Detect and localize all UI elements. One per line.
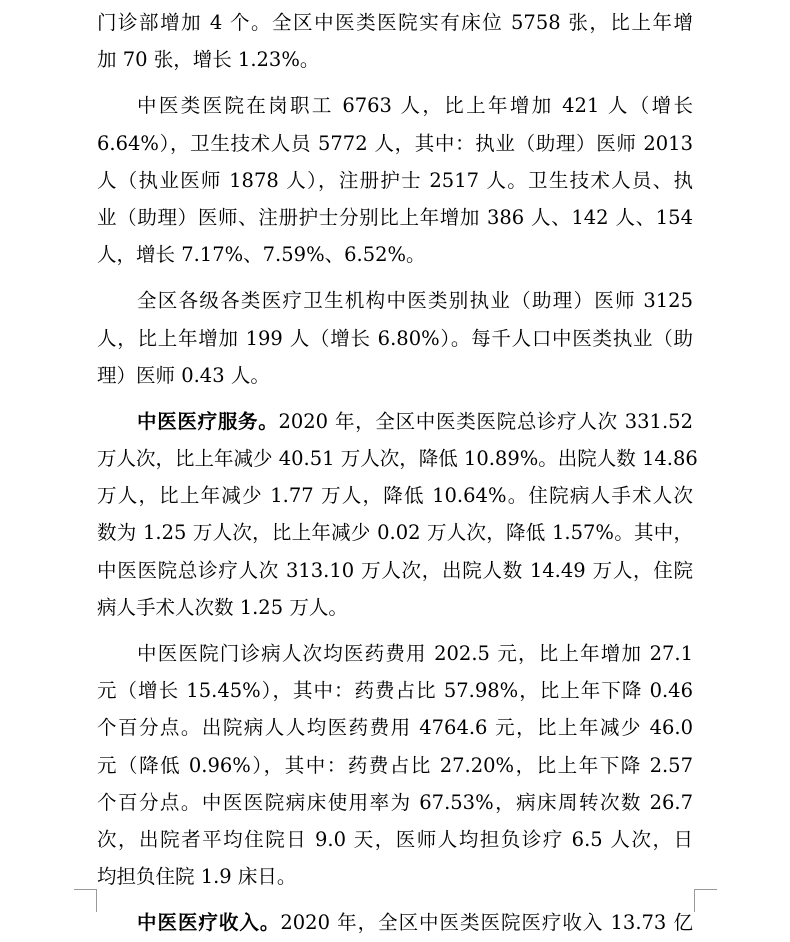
paragraph xyxy=(97,4,693,78)
text-line: 6.64%），卫生技术人员 5772 人，其中：执业（助理）医师 2013 xyxy=(97,131,693,155)
section-heading: 中医医疗服务。 xyxy=(137,409,279,433)
document-body xyxy=(97,4,698,942)
text-line: 中医类医院在岗职工 6763 人，比上年增加 421 人（增长 xyxy=(137,94,693,118)
paragraph xyxy=(97,87,693,273)
paragraph xyxy=(97,282,693,394)
page-corner-marker xyxy=(74,889,97,912)
text-line: 中医医院门诊病人次均医药费用 202.5 元，比上年增加 27.1 xyxy=(137,642,693,665)
section-heading: 中医医疗收入。 xyxy=(137,911,281,935)
page-corner-marker xyxy=(694,889,717,912)
text-line xyxy=(97,904,693,941)
text-line xyxy=(97,403,693,440)
text-line: 个百分点。出院病人人均医药费用 4764.6 元，比上年减少 46.0 xyxy=(97,716,693,740)
text-line: 万人，比上年减少 1.77 万人，降低 10.64%。住院病人手术人次 xyxy=(97,484,693,508)
paragraph xyxy=(97,635,693,895)
text-line: 均担负住院 1.9 床日。 xyxy=(97,865,297,889)
text-line: 数为 1.25 万人次，比上年减少 0.02 万人次，降低 1.57%。其中， xyxy=(97,521,693,545)
text-line: 病人手术人次数 1.25 万人。 xyxy=(97,595,348,619)
paragraph xyxy=(97,403,698,626)
text-line: 人，比上年增加 199 人（增长 6.80%）。每千人口中医类执业（助 xyxy=(97,326,693,350)
paragraph xyxy=(97,904,693,941)
text-run: 2020 年，全区中医类医院总诊疗人次 331.52 xyxy=(278,409,693,433)
text-line: 全区各级各类医疗卫生机构中医类别执业（助理）医师 3125 xyxy=(137,289,693,313)
text-line: 中医医院总诊疗人次 313.10 万人次，出院人数 14.49 万人，住院 xyxy=(97,558,693,582)
text-line: 人，增长 7.17%、7.59%、6.52%。 xyxy=(97,243,426,267)
text-line: 元（降低 0.96%），其中：药费占比 27.20%，比上年下降 2.57 xyxy=(97,753,693,777)
text-run: 2020 年，全区中医类医院医疗收入 13.73 亿 xyxy=(280,911,693,935)
text-line: 业（助理）医师、注册护士分别比上年增加 386 人、142 人、154 xyxy=(97,205,693,229)
text-line: 次，出院者平均住院日 9.0 天，医师人均担负诊疗 6.5 人次，日 xyxy=(97,827,693,851)
text-line: 万人次，比上年减少 40.51 万人次，降低 10.89%。出院人数 14.86 xyxy=(97,447,698,471)
text-line: 人（执业医师 1878 人），注册护士 2517 人。卫生技术人员、执 xyxy=(97,168,693,192)
text-line: 元（增长 15.45%），其中：药费占比 57.98%，比上年下降 0.46 xyxy=(97,679,693,703)
text-line: 个百分点。中医医院病床使用率为 67.53%，病床周转次数 26.7 xyxy=(97,790,693,814)
text-line: 门诊部增加 4 个。全区中医类医院实有床位 5758 张，比上年增 xyxy=(97,11,693,34)
text-line: 加 70 张，增长 1.23%。 xyxy=(97,48,320,72)
text-line: 理）医师 0.43 人。 xyxy=(97,363,270,387)
